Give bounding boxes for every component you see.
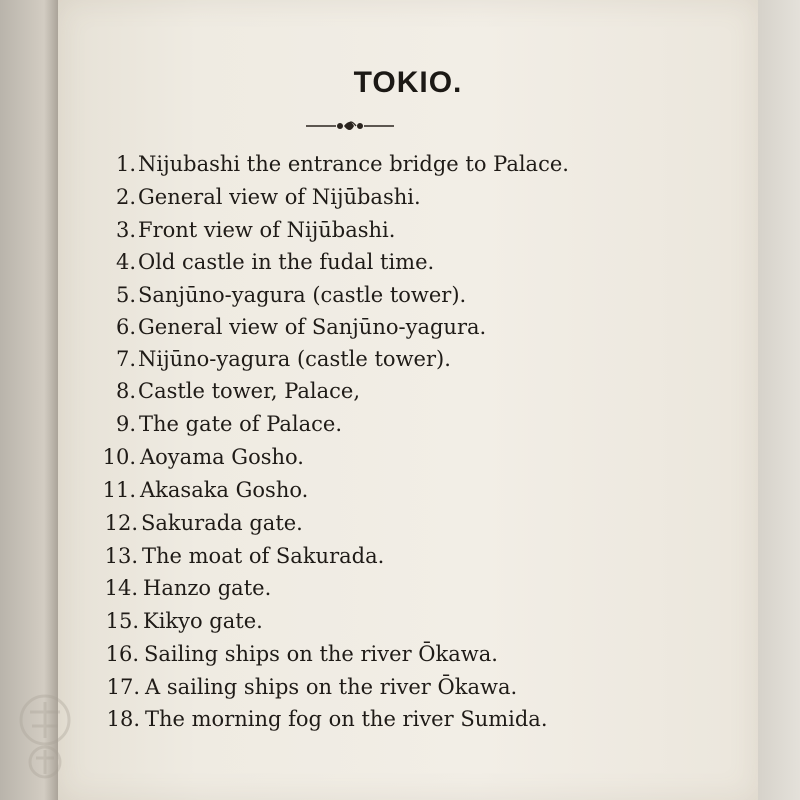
list-item-number: 13. xyxy=(104,544,138,568)
list-item xyxy=(58,250,758,280)
list-item-text: Castle tower, Palace, xyxy=(138,379,360,403)
list-item-number: 7. xyxy=(115,347,136,371)
list-item-text: Akasaka Gosho. xyxy=(140,478,309,502)
list-item-number: 14. xyxy=(104,576,138,600)
list-item-text: The morning fog on the river Sumida. xyxy=(145,707,548,731)
list-item xyxy=(58,412,758,442)
list-item-number: 11. xyxy=(102,478,136,502)
list-item xyxy=(58,185,758,215)
list-item-text: The moat of Sakurada. xyxy=(142,544,385,568)
list-item-number: 10. xyxy=(102,445,136,469)
list-item-number: 3. xyxy=(115,218,136,242)
list-item-text: Kikyo gate. xyxy=(143,609,263,633)
list-item xyxy=(58,379,758,409)
list-item-text: Front view of Nijūbashi. xyxy=(138,218,396,242)
list-item xyxy=(58,511,758,541)
list-item xyxy=(58,609,758,639)
list-item-text: Hanzo gate. xyxy=(143,576,272,600)
list-item-text: Aoyama Gosho. xyxy=(140,445,304,469)
list-item xyxy=(58,445,758,475)
list-item xyxy=(58,152,758,182)
list-item xyxy=(58,283,758,313)
list-item xyxy=(58,707,758,737)
list-item-number: 15. xyxy=(105,609,139,633)
list-item-text: A sailing ships on the river Ōkawa. xyxy=(145,675,518,699)
list-item-text: General view of Nijūbashi. xyxy=(138,185,421,209)
list-item-number: 6. xyxy=(115,315,136,339)
table-background xyxy=(758,0,800,800)
list-item-number: 17. xyxy=(106,675,140,699)
list-item xyxy=(58,642,758,672)
list-item-number: 9. xyxy=(115,412,136,436)
list-item-number: 4. xyxy=(115,250,136,274)
page-title: TOKIO. xyxy=(353,66,463,99)
list-item xyxy=(58,576,758,606)
list-item xyxy=(58,218,758,248)
list-item-text: Sanjūno-yagura (castle tower). xyxy=(138,283,467,307)
list-item xyxy=(58,478,758,508)
list-item xyxy=(58,544,758,574)
list-item xyxy=(58,675,758,705)
list-item xyxy=(58,315,758,345)
list-item-number: 1. xyxy=(115,152,136,176)
book-page xyxy=(58,0,760,800)
list-item-number: 16. xyxy=(105,642,139,666)
list-item-number: 2. xyxy=(115,185,136,209)
list-item-text: Nijubashi the entrance bridge to Palace. xyxy=(138,152,569,176)
list-item-number: 8. xyxy=(115,379,136,403)
ornament-divider-icon xyxy=(304,116,396,136)
list-item-text: Old castle in the fudal time. xyxy=(138,250,435,274)
list-item-number: 18. xyxy=(106,707,140,731)
list-item xyxy=(58,347,758,377)
list-item-text: The gate of Palace. xyxy=(139,412,343,436)
list-item-text: Nijūno-yagura (castle tower). xyxy=(138,347,451,371)
watermark-seal xyxy=(10,690,80,780)
list-item-number: 12. xyxy=(104,511,138,535)
list-item-number: 5. xyxy=(115,283,136,307)
list-item-text: General view of Sanjūno-yagura. xyxy=(138,315,487,339)
list-item-text: Sakurada gate. xyxy=(141,511,303,535)
list-item-text: Sailing ships on the river Ōkawa. xyxy=(144,642,498,666)
